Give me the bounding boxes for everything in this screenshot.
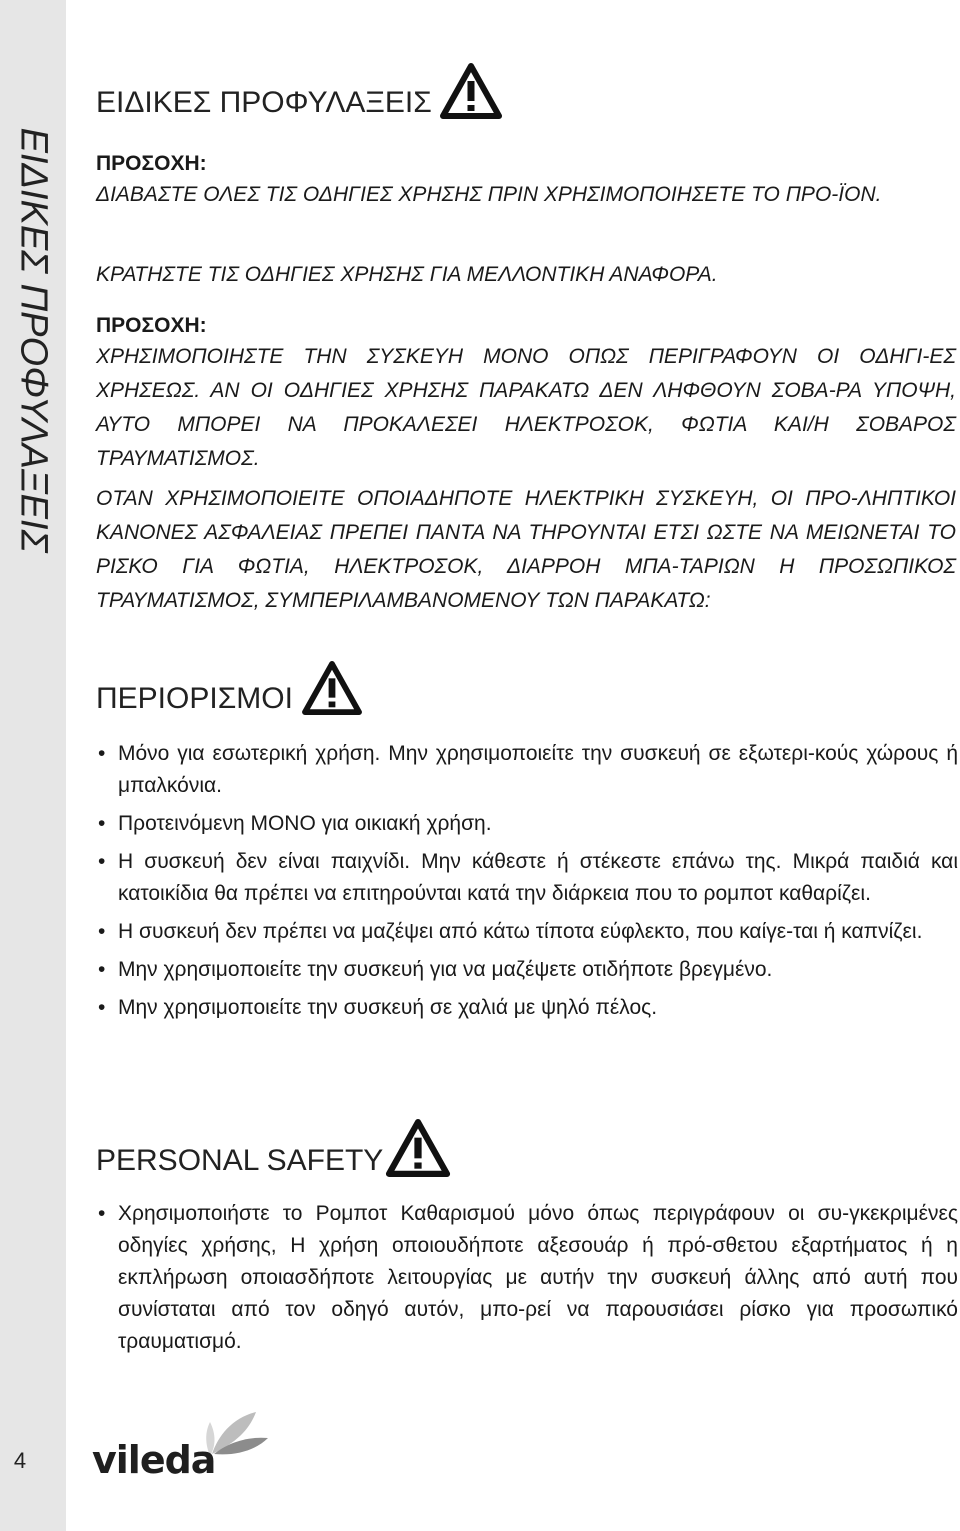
list-item: • Προτεινόμενη ΜΟΝΟ για οικιακή χρήση. (96, 808, 958, 840)
personal-safety-heading-text: PERSONAL SAFETY (96, 1144, 384, 1177)
logo-text: vileda (92, 1438, 216, 1482)
warning-triangle-icon (385, 1118, 451, 1178)
vileda-logo (92, 1412, 272, 1482)
caution-text: ΧΡΗΣΙΜΟΠΟΙΗΣΤΕ ΤΗΝ ΣΥΣΚΕΥΗ ΜΟΝΟ ΟΠΩΣ ΠΕΡΙΓΡΑΦΟΥΝ ΟΙ ΟΔΗΓΙ-ΕΣ ΧΡΗΣΕΩΣ. ΑΝ ΟΙ ΟΔΗΓΙΕΣ ΧΡΗΣΗΣ ΠΑΡΑΚΑΤΩ ΔΕΝ ΛΗΦΘΟΥΝ ΣΟΒΑ-ΡΑ ΥΠΟΨΗ, ΑΥΤΟ ΜΠΟΡΕΙ ΝΑ ΠΡΟΚΑΛΕΣΕΙ ΗΛΕΚΤΡΟΣΟΚ, ΦΩΤΙΑ ΚΑΙ/Η ΣΟΒΑΡΟΣ ΤΡΑΥΜΑΤΙΣΜΟΣ. (96, 345, 956, 470)
bullet: • (98, 996, 106, 1019)
main-heading-text: ΕΙΔΙΚΕΣ ΠΡΟΦΥΛΑΞΕΙΣ (96, 86, 432, 119)
personal-safety-list (96, 1198, 958, 1364)
list-item: • Η συσκευή δεν πρέπει να μαζέψει από κάτω τίποτα εύφλεκτο, που καίγε-ται ή καπνίζει. (96, 916, 958, 948)
restrictions-heading (96, 660, 363, 716)
restrictions-heading-text: ΠΕΡΙΟΡΙΣΜΟΙ (96, 682, 293, 715)
caution-text: ΚΡΑΤΗΣΤΕ ΤΙΣ ΟΔΗΓΙΕΣ ΧΡΗΣΗΣ ΓΙΑ ΜΕΛΛΟΝΤΙΚΗ ΑΝΑΦΟΡΑ. (96, 263, 718, 286)
caution-label: ΠΡΟΣΟΧΗ: (96, 152, 207, 175)
bullet: • (98, 958, 106, 981)
warning-triangle-icon (440, 62, 502, 120)
bullet: • (98, 742, 106, 765)
personal-safety-heading (96, 1118, 451, 1178)
sidebar (0, 0, 66, 1531)
list-item: • Μην χρησιμοποιείτε την συσκευή για να μαζέψετε οτιδήποτε βρεγμένο. (96, 954, 958, 986)
list-item: • Μόνο για εσωτερική χρήση. Μην χρησιμοποιείτε την συσκευή σε εξωτερι-κούς χώρους ή μπαλκόνια. (96, 738, 958, 802)
warning-triangle-icon (301, 660, 363, 716)
list-item: • Χρησιμοποιήστε το Ρομποτ Καθαρισμού μόνο όπως περιγράφουν οι συ-γκεκριμένες οδηγίες χρήσης, Η χρήση οποιουδήποτε αξεσουάρ ή πρό-σθετου εξαρτήματος ή η εκπλήρωση οποιασδήποτε λειτουργίας με αυτήν την συσκευή άλλης από αυτή που συνίσταται από τον οδηγό αυτόν, μπο-ρεί να παρουσιάσει ρίσκο για προσωπικό τραυματισμό. (96, 1198, 958, 1358)
page-number: 4 (13, 1448, 27, 1473)
list-item: • Μην χρησιμοποιείτε την συσκευή σε χαλιά με ψηλό πέλος. (96, 992, 958, 1024)
main-heading (96, 62, 502, 120)
bullet: • (98, 1202, 106, 1225)
restrictions-list (96, 738, 958, 1030)
sidebar-title: ΕΙΔΙΚΕΣ ΠΡΟΦΥΛΑΞΕΙΣ (12, 127, 55, 553)
caution-label: ΠΡΟΣΟΧΗ: (96, 314, 207, 337)
list-item: • Η συσκευή δεν είναι παιχνίδι. Μην κάθεστε ή στέκεστε επάνω της. Μικρά παιδιά και κατοικίδια θα πρέπει να επιτηρούνται κατά την διάρκεια που το ρομποτ καθαρίζει. (96, 846, 958, 910)
general-safety-paragraph: ΟΤΑΝ ΧΡΗΣΙΜΟΠΟΙΕΙΤΕ ΟΠΟΙΑΔΗΠΟΤΕ ΗΛΕΚΤΡΙΚΗ ΣΥΣΚΕΥΗ, ΟΙ ΠΡΟ-ΛΗΠΤΙΚΟΙ ΚΑΝΟΝΕΣ ΑΣΦΑΛΕΙΑΣ ΠΡΕΠΕΙ ΠΑΝΤΑ ΝΑ ΤΗΡΟΥΝΤΑΙ ΕΤΣΙ ΩΣΤΕ ΝΑ ΜΕΙΩΝΕΤΑΙ ΤΟ ΡΙΣΚΟ ΓΙΑ ΦΩΤΙΑ, ΗΛΕΚΤΡΟΣΟΚ, ΔΙΑΡΡΟΗ ΜΠΑ-ΤΑΡΙΩΝ Η ΠΡΟΣΩΠΙΚΟΣ ΤΡΑΥΜΑΤΙΣΜΟΣ, ΣΥΜΠΕΡΙΛΑΜΒΑΝΟΜΕΝΟΥ ΤΩΝ ΠΑΡΑΚΑΤΩ: (96, 487, 956, 612)
bullet: • (98, 920, 106, 943)
bullet: • (98, 850, 106, 873)
bullet: • (98, 812, 106, 835)
caution-text: ΔΙΑΒΑΣΤΕ ΟΛΕΣ ΤΙΣ ΟΔΗΓΙΕΣ ΧΡΗΣΗΣ ΠΡΙΝ ΧΡΗΣΙΜΟΠΟΙΗΣΕΤΕ ΤΟ ΠΡΟ-ΪΟΝ. (96, 183, 882, 206)
